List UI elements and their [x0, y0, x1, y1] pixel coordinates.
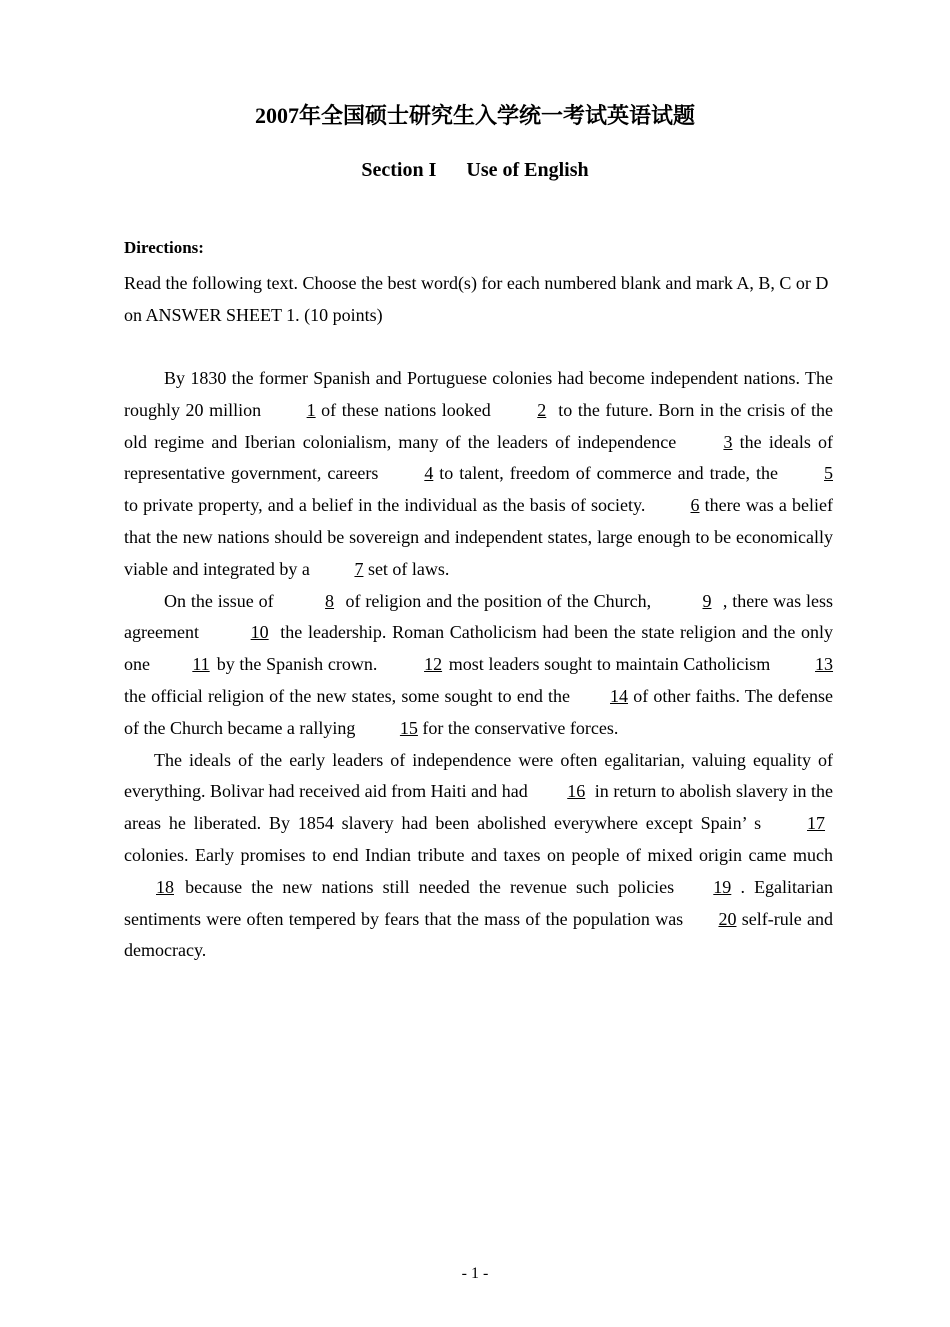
section-heading — [0, 155, 950, 185]
blank-13: 13 — [815, 654, 834, 675]
paragraph-2 — [124, 586, 833, 745]
passage-text: colonies. Early promises to end Indian tribute and taxes on people of mixed origin came much — [124, 844, 833, 865]
passage-text: the official religion of the new states, some sought to end the — [124, 685, 570, 706]
directions-text: Read the following text. Choose the best word(s) for each numbered blank and mark A, B, C or D on ANSWER SHEET 1. (10 points) — [124, 273, 829, 325]
blank-5: 5 — [824, 463, 833, 484]
passage-text: the ideals of representative government, careers — [124, 431, 834, 484]
passage-text: to the future. Born in the crisis of the old regime and Iberian colonialism, many of the leaders of independence — [124, 399, 834, 452]
blank-8: 8 — [325, 590, 335, 611]
passage-text: , there was less agreement — [124, 590, 834, 643]
passage-text: By 1830 the former Spanish and Portuguese colonies had become independent nations. The roughly 20 million — [124, 368, 833, 420]
blank-1: 1 — [306, 399, 316, 420]
blank-12: 12 — [424, 654, 443, 675]
blank-7: 7 — [354, 558, 364, 579]
passage-text: in return to abolish slavery in the areas he liberated. By 1854 slavery had been abolished everywhere except Spain’ s — [124, 781, 834, 834]
blank-9: 9 — [702, 590, 712, 611]
blank-4: 4 — [424, 463, 434, 484]
passage-text: The ideals of the early leaders of independence were often egalitarian, valuing equality of everything. Bolivar had received aid from Haiti and had — [124, 749, 833, 802]
passage-text: because the new nations still needed the revenue such policies — [185, 876, 675, 897]
section-label: Section I — [361, 159, 437, 181]
passage-text: the leadership. Roman Catholicism had been the state religion and the only one — [124, 622, 834, 675]
section-name: Use of English — [466, 159, 589, 181]
blank-3: 3 — [723, 431, 733, 452]
passage-text: of these nations looked — [321, 399, 491, 420]
passage-text: by the Spanish crown. — [216, 654, 378, 675]
paragraph-3 — [124, 745, 833, 968]
passage-text: most leaders sought to maintain Catholicism — [448, 654, 771, 675]
passage-text: On the issue of — [164, 590, 274, 611]
blank-14: 14 — [610, 685, 628, 706]
passage-text: to talent, freedom of commerce and trade, the — [439, 463, 779, 484]
paragraph-1 — [124, 363, 833, 586]
blank-15: 15 — [399, 717, 418, 738]
blank-2: 2 — [537, 399, 547, 420]
blank-6: 6 — [690, 495, 700, 516]
passage-text: there was a belief that the new nations should be sovereign and independent states, large enough to be economically viable and integrated by a — [124, 495, 833, 579]
blank-20: 20 — [718, 908, 737, 929]
passage-text: . Egalitarian sentiments were often tempered by fears that the mass of the population was — [124, 876, 834, 929]
directions-label: Directions: — [124, 238, 204, 257]
passage-text: to private property, and a belief in the individual as the basis of society. — [124, 495, 646, 516]
page-number: - 1 - — [461, 1265, 489, 1282]
blank-17: 17 — [807, 813, 826, 834]
page-title: 2007年全国硕士研究生入学统一考试英语试题 — [254, 103, 695, 128]
blank-10: 10 — [250, 622, 269, 643]
passage — [124, 363, 833, 967]
passage-text: of religion and the position of the Church, — [345, 590, 652, 611]
blank-11: 11 — [192, 654, 210, 675]
blank-18: 18 — [156, 876, 174, 897]
blank-16: 16 — [567, 781, 586, 802]
passage-text: set of laws. — [367, 558, 450, 579]
passage-text: for the conservative forces. — [422, 717, 619, 738]
passage-text: self-rule and democracy. — [124, 908, 833, 961]
blank-19: 19 — [713, 876, 732, 897]
passage-text: of other faiths. The defense of the Church became a rallying — [124, 685, 833, 738]
